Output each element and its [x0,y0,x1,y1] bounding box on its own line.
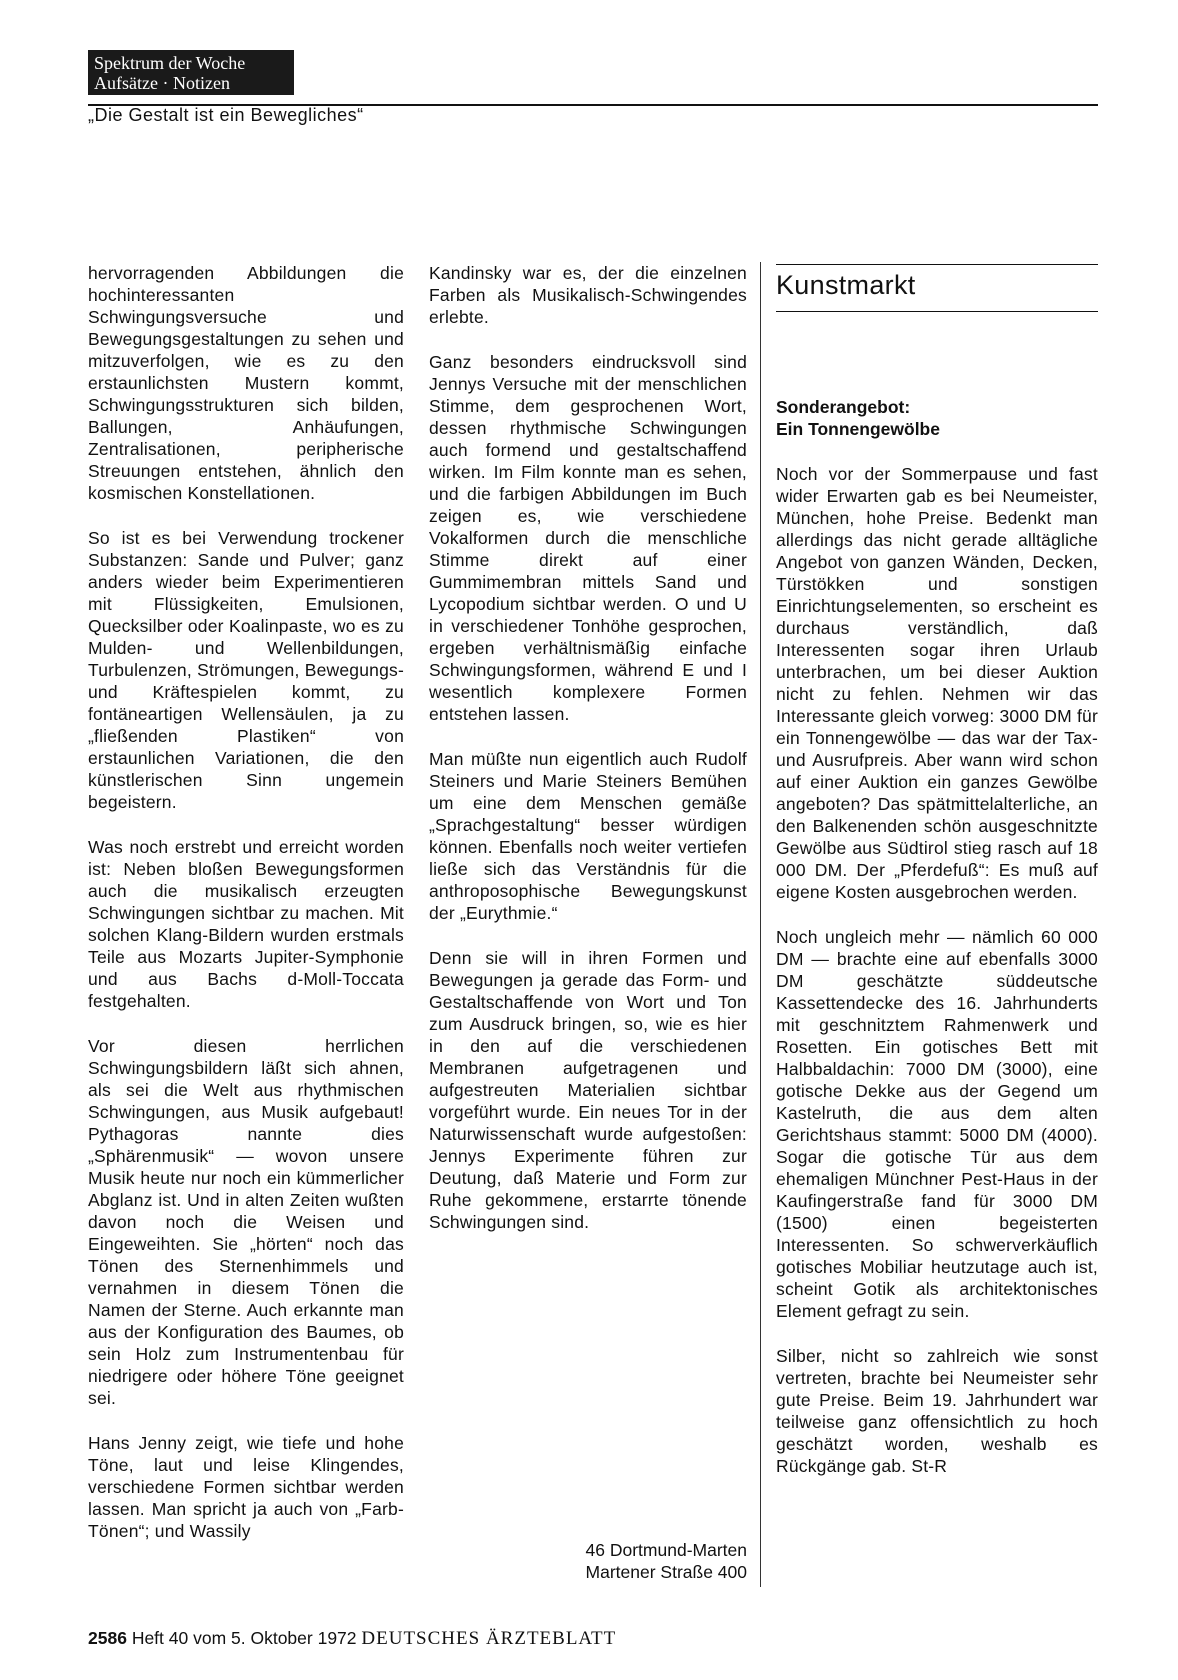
column-divider [760,262,761,1587]
paragraph: Kandinsky war es, der die einzelnen Farben als Musikalisch-Schwingendes erlebte. [429,263,747,327]
column-3 [776,463,1098,1500]
paragraph: hervorragenden Abbildungen die hochinteressanten Schwingungsversuche und Bewegungsgestaltungen zu sehen und mitzuverfolgen, wie es zu den erstaunlichsten Mustern kommt, Schwingungsstrukturen sich bilden, Ballungen, Anhäufungen, Zentralisationen, peripherische Streuungen entstehen, ähnlich den kosmischen Konstellationen. [88,263,404,503]
subheading-line1: Sonderangebot: [776,397,911,417]
subheading-line2: Ein Tonnengewölbe [776,419,940,439]
paragraph: Noch vor der Sommerpause und fast wider Erwarten gab es bei Neumeister, München, hohe Preise. Bedenkt man allerdings das nicht gerade alltägliche Angebot von ganzen Wänden, Decken, Türstökken und sonstigen Einrichtungselementen, so erscheint es durchaus verständlich, daß Interessenten sogar ihren Urlaub unterbrachen, um bei dieser Auktion nicht zu fehlen. Nehmen wir das Interessante gleich vorweg: 3000 DM für ein Tonnengewölbe — das war der Tax- und Ausrufpreis. Aber wann wird schon auf einer Auktion ein ganzes Gewölbe angeboten? Das spätmittelalterliche, an den Balkenenden schön ausgeschnitzte Gewölbe aus Südtirol stieg rasch auf 18 000 DM. Der „Pferdefuß“: Es muß auf eigene Kosten ausgebrochen werden. [776,464,1098,902]
kunstmarkt-top-rule [776,264,1098,265]
paragraph: Denn sie will in ihren Formen und Bewegungen ja gerade das Form- und Gestaltschaffende von Wort und Ton zum Ausdruck bringen, so, wie es hier in den auf die verschiedenen Membranen aufgetragenen und aufgestreuten Materialien sichtbar vorgeführt wurde. Ein neues Tor in der Naturwissenschaft wurde aufgestoßen: Jennys Experimente führen zur Deutung, daß Materie und Form zur Ruhe gekommene, erstarrte tönende Schwingungen sind. [429,948,747,1232]
section-label-line2: Aufsätze · Notizen [94,73,230,93]
kunstmarkt-bottom-rule [776,311,1098,312]
magazine-name: DEUTSCHES ÄRZTEBLATT [361,1628,617,1649]
paragraph: Noch ungleich mehr — nämlich 60 000 DM — brachte eine auf ebenfalls 3000 DM geschätzte süddeutsche Kassettendecke des 16. Jahrhunderts mit geschnitztem Rahmenwerk und Rosetten. Ein gotisches Bett mit Halbbaldachin: 7000 DM (3000), eine gotische Dekke aus der Gegend um Kastelruth, die aus dem alten Gerichtshaus stammt: 5000 DM (4000). Sogar die gotische Tür aus dem ehemaligen Münchner Pest-Haus in der Kaufingerstraße fand für 3000 DM (1500) einen begeisterten Interessenten. So schwerverkäuflich gotisches Mobiliar heutzutage auch ist, scheint Gotik als architektonisches Element gefragt zu sein. [776,927,1098,1321]
paragraph: So ist es bei Verwendung trockener Substanzen: Sande und Pulver; ganz anders wieder beim Experimentieren mit Flüssigkeiten, Emulsionen, Quecksilber oder Koalinpaste, wo es zu Mulden- und Wellenbildungen, Turbulenzen, Strömungen, Bewegungs- und Kräftespielen kommt, zu fontäneartigen Wellensäulen, ja zu „fließenden Plastiken“ von erstaunlichen Variationen, die den künstlerischen Sinn ungemein begeistern. [88,528,404,812]
paragraph: Ganz besonders eindrucksvoll sind Jennys Versuche mit der menschlichen Stimme, dem gesprochenen Wort, dessen rhythmische Schwingungen auch formend und gestaltschaffend wirken. Im Film konnte man es sehen, und die farbigen Abbildungen im Buch zeigen es, wie verschiedene Vokalformen durch die menschliche Stimme direkt auf einer Gummimembran mittels Sand und Lycopodium sichtbar werden. O und U in verschiedener Tonhöhe gesprochen, ergeben verhältnismäßig einfache Schwingungsformen, während E und I wesentlich komplexere Formen entstehen lassen. [429,352,747,724]
paragraph: Was noch erstrebt und erreicht worden ist: Neben bloßen Bewegungsformen auch die musikalisch erzeugten Schwingungen sichtbar zu machen. Mit solchen Klang-Bildern wurden erstmals Teile aus Mozarts Jupiter-Symphonie und aus Bachs d-Moll-Toccata festgehalten. [88,837,404,1011]
paragraph: Man müßte nun eigentlich auch Rudolf Steiners und Marie Steiners Bemühen um eine dem Menschen gemäße „Sprachgestaltung“ besser würdigen können. Ebenfalls noch weiter vertiefen ließe sich das Verständnis für die anthroposophische Bewegungskunst der „Eurythmie.“ [429,749,747,923]
author-address [429,1539,747,1583]
kunstmarkt-subheading [776,396,940,440]
section-label-line1: Spektrum der Woche [94,53,246,73]
paragraph: Hans Jenny zeigt, wie tiefe und hohe Töne, laut und leise Klingendes, verschiedene Formen sichtbar werden lassen. Man spricht ja auch von „Farb-Tönen“; und Wassily [88,1433,404,1541]
paragraph: Vor diesen herrlichen Schwingungsbildern läßt sich ahnen, als sei die Welt aus rhythmischen Schwingungen, aus Musik aufgebaut! Pythagoras nannte dies „Sphärenmusik“ — wovon unsere Musik heute nur noch ein kümmerlicher Abglanz ist. Und in alten Zeiten wußten davon noch die Weisen und Eingeweihten. Sie „hörten“ noch das Tönen des Sternenhimmels und vernahmen in diesem Tönen die Namen der Sterne. Auch erkannte man aus der Konfiguration des Baumes, ob sein Holz zum Instrumentenbau für niedrigere oder höhere Töne geeignet sei. [88,1036,404,1408]
issue-info: Heft 40 vom 5. Oktober 1972 [131,1628,357,1648]
page-footer [88,1628,616,1650]
page-number: 2586 [88,1628,127,1648]
kunstmarkt-heading: Kunstmarkt [776,270,916,300]
section-label [88,50,294,95]
address-line2: Martener Straße 400 [585,1562,747,1582]
column-1 [88,262,404,1565]
paragraph: Silber, nicht so zahlreich wie sonst vertreten, brachte bei Neumeister sehr gute Preise. Beim 19. Jahrhundert war teilweise ganz offensichtlich zu hoch geschätzt worden, weshalb es Rückgänge gab. St-R [776,1346,1098,1476]
address-line1: 46 Dortmund-Marten [585,1540,747,1560]
article-title: „Die Gestalt ist ein Bewegliches“ [88,105,364,125]
column-2 [429,262,747,1256]
